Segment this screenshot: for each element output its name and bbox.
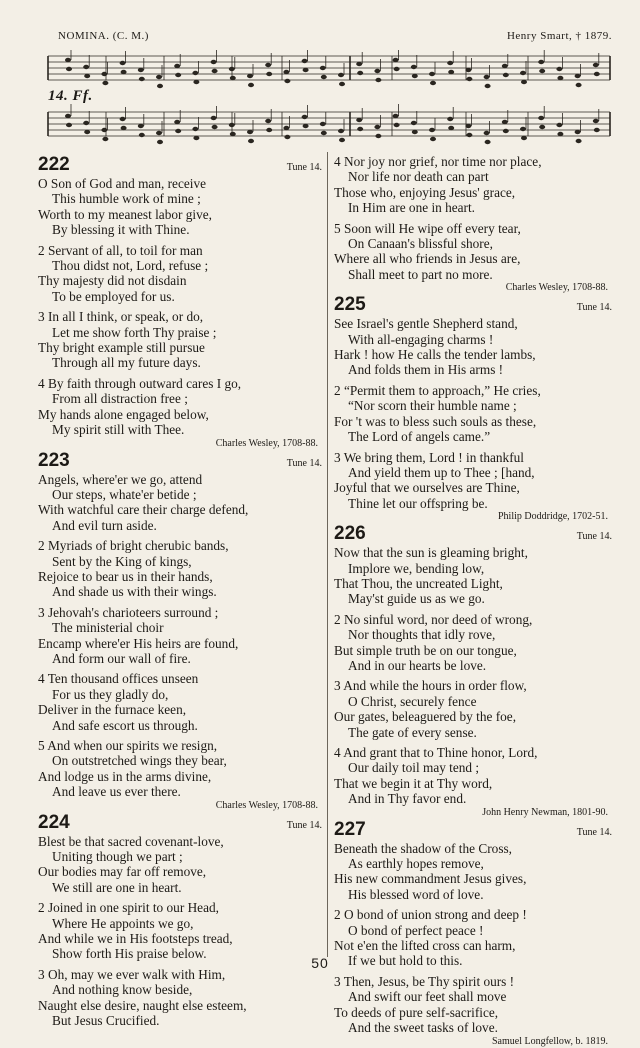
verse-line: Worth to my meanest labor give, [38,206,212,222]
stanza [38,243,328,305]
verse-line: 4 Ten thousand offices unseen [38,671,199,687]
verse-line: And nothing know beside, [52,982,193,998]
verse-line: Now that the sun is gleaming bright, [334,545,528,561]
tune-label: 14. Ff. [48,88,93,104]
verse-line: The ministerial choir [52,620,164,636]
verse-line: 2 Myriads of bright cherubic bands, [38,538,229,554]
verse-line: The gate of every sense. [348,724,477,740]
verse-line: And shade us with their wings. [52,584,217,600]
tune-reference: Tune 14. [286,819,322,831]
verse-line: Our gates, beleaguered by the foe, [334,709,517,725]
verse-line: Where all who friends in Jesus are, [334,251,521,267]
stanza [334,450,618,512]
verse-line: 2 Servant of all, to toil for man [38,242,203,258]
verse-line: For us they gladly do, [52,686,169,702]
hymn [38,154,328,450]
hymn-number: 224 [38,811,70,833]
stanza [334,545,618,607]
stanza [38,376,328,438]
hymn [38,450,328,812]
stanza [38,472,328,534]
verse-line: This humble work of mine ; [52,191,201,207]
verse-line: And evil turn aside. [52,517,157,533]
tune-reference: Tune 14. [576,302,612,314]
hymn-number: 225 [334,294,366,316]
verse-line: Our steps, whate'er betide ; [52,486,197,502]
stanza [334,154,618,216]
stanza [38,176,328,238]
verse-line: But simple truth be on our tongue, [334,642,517,658]
hymn [38,812,328,1029]
verse-line: 2 Joined in one spirit to our Head, [38,900,219,916]
stanza [334,221,618,283]
hymn [334,294,618,523]
verse-line: Thou didst not, Lord, refuse ; [52,258,209,274]
verse-line: On Canaan's blissful shore, [348,236,493,252]
verse-line: Those who, enjoying Jesus' grace, [334,184,516,200]
author-credit: Samuel Longfellow, b. 1819. [491,1035,608,1047]
verse-line: 3 Then, Jesus, be Thy spirit ours ! [334,973,515,989]
author-credit: Charles Wesley, 1708-88. [505,282,608,294]
verse-line: Encamp where'er His heirs are found, [38,635,239,651]
verse-line: Deliver in the furnace keen, [38,702,187,718]
verse-line: Thy bright example still pursue [38,340,205,356]
author-credit: John Henry Newman, 1801-90. [482,806,608,818]
verse-line: My hands alone engaged below, [38,406,209,422]
verse-line: Nor life nor death can part [348,169,489,185]
verse-line: O Son of God and man, receive [38,176,207,191]
verse-line: On outstretched wings they bear, [52,753,227,769]
verse-line: Angels, where'er we go, attend [38,471,203,487]
verse-line: But Jesus Crucified. [52,1013,160,1029]
stanza [334,316,618,378]
hymn-number: 223 [38,449,70,471]
stanza [38,834,328,896]
verse-line: Through all my future days. [52,355,201,371]
verse-line: 4 By faith through outward cares I go, [38,375,242,391]
verse-line: “Nor scorn their humble name ; [348,398,517,414]
verse-line: And yield them up to Thee ; [hand, [348,464,535,480]
verse-line: The Lord of angels came.” [348,429,491,445]
verse-line: 5 And when our spirits we resign, [38,738,218,753]
verse-line: And in Thy favor end. [348,791,467,807]
verse-line: And swift our feet shall move [348,989,507,1005]
verse-line: And safe escort us through. [52,717,198,733]
verse-line: For 't was to bless such souls as these, [334,413,537,429]
verse-line: 4 Nor joy nor grief, nor time nor place, [334,154,542,169]
verse-line: We still are one in heart. [52,879,182,895]
stanza [38,967,328,1029]
right-column [334,154,618,1048]
hymn [334,819,618,1048]
verse-line: Our bodies may far off remove, [38,864,207,880]
page-number: 50 [311,955,329,971]
verse-line: Sent by the King of kings, [52,553,192,569]
verse-line: And while we in His footsteps tread, [38,931,233,947]
stanza [334,612,618,674]
verse-line: Thy majesty did not disdain [38,273,187,289]
verse-line: And in our hearts be love. [348,657,487,673]
verse-line: Our daily toil may tend ; [348,760,480,776]
music-score [46,50,612,146]
verse-line: His blessed word of love. [348,886,484,902]
stanza [38,738,328,800]
author-credit: Charles Wesley, 1708-88. [215,437,318,449]
verse-line: O Christ, securely fence [348,693,477,709]
verse-line: Let me show forth Thy praise ; [52,324,217,340]
stanza [334,678,618,740]
verse-line: Implore we, bending low, [348,560,485,576]
tune-reference: Tune 14. [286,457,322,469]
verse-line: As earthly hopes remove, [348,856,484,872]
stanza [38,671,328,733]
verse-line: 3 Oh, may we ever walk with Him, [38,966,226,982]
verse-line: My spirit still with Thee. [52,422,185,438]
verse-line: 2 No sinful word, nor deed of wrong, [334,611,533,627]
verse-line: Blest be that sacred covenant-love, [38,833,224,849]
verse-line: 3 We bring them, Lord ! in thankful [334,449,524,465]
verse-line: Joyful that we ourselves are Thine, [334,480,520,496]
tune-reference: Tune 14. [576,531,612,543]
hymn-number: 227 [334,818,366,840]
stanza [38,309,328,371]
stanza [334,841,618,903]
verse-line: 2 “Permit them to approach,” He cries, [334,382,541,398]
verse-line: See Israel's gentle Shepherd stand, [334,316,518,332]
verse-line: 3 And while the hours in order flow, [334,678,527,694]
stanza [38,605,328,667]
verse-line: May'st guide us as we go. [348,591,485,607]
verse-line: By blessing it with Thine. [52,222,190,238]
tune-name: NOMINA. (C. M.) [58,30,149,42]
verse-line: To deeds of pure self-sacrifice, [334,1004,499,1020]
verse-line: Not e'en the lifted cross can harm, [334,938,516,954]
verse-line: 4 And grant that to Thine honor, Lord, [334,745,538,760]
verse-line: 2 O bond of union strong and deep ! [334,907,527,923]
hymn [334,154,618,294]
verse-line: With all-engaging charms ! [348,331,494,347]
verse-line: From all distraction free ; [52,391,188,407]
verse-line: To be employed for us. [52,288,175,304]
verse-line: Where He appoints we go, [52,915,194,931]
verse-line: Naught else desire, naught else esteem, [38,997,247,1013]
composer-credit: Henry Smart, † 1879. [506,30,612,42]
verse-line: Rejoice to bear us in their hands, [38,568,213,584]
verse-line: With watchful care their charge defend, [38,502,249,518]
hymn-number: 222 [38,154,70,175]
hymn-number: 226 [334,523,366,545]
verse-line: If we but hold to this. [348,953,463,969]
stanza [334,745,618,807]
author-credit: Charles Wesley, 1708-88. [215,799,318,811]
left-column [38,154,328,1029]
verse-line: O bond of perfect peace ! [348,922,484,938]
verse-line: Beneath the shadow of the Cross, [334,840,512,856]
verse-line: In Him are one in heart. [348,200,476,216]
verse-line: 3 Jehovah's charioteers surround ; [38,604,219,620]
hymn [334,523,618,819]
stanza [38,538,328,600]
stanza [334,383,618,445]
verse-line: And folds them in His arms ! [348,362,504,378]
verse-line: That Thou, the uncreated Light, [334,575,503,591]
verse-line: That we begin it at Thy word, [334,775,493,791]
verse-line: 3 In all I think, or speak, or do, [38,309,204,325]
verse-line: And the sweet tasks of love. [348,1020,498,1036]
verse-line: Show forth His praise below. [52,946,207,962]
verse-line: Thine let our offspring be. [348,495,488,511]
verse-line: Nor thoughts that idly rove, [348,627,496,643]
verse-line: And lodge us in the arms divine, [38,768,212,784]
stanza [38,900,328,962]
verse-line: And form our wall of fire. [52,650,191,666]
verse-line: And leave us ever there. [52,784,181,800]
stanza [334,974,618,1036]
author-credit: Philip Doddridge, 1702-51. [498,511,608,523]
verse-line: His new commandment Jesus gives, [334,871,527,887]
verse-line: Uniting though we part ; [52,849,183,865]
tune-reference: Tune 14. [286,162,322,173]
verse-line: 5 Soon will He wipe off every tear, [334,220,521,236]
page-header [58,30,612,44]
verse-line: Hark ! how He calls the tender lambs, [334,347,536,363]
tune-reference: Tune 14. [576,826,612,838]
verse-line: Shall meet to part no more. [348,266,493,282]
